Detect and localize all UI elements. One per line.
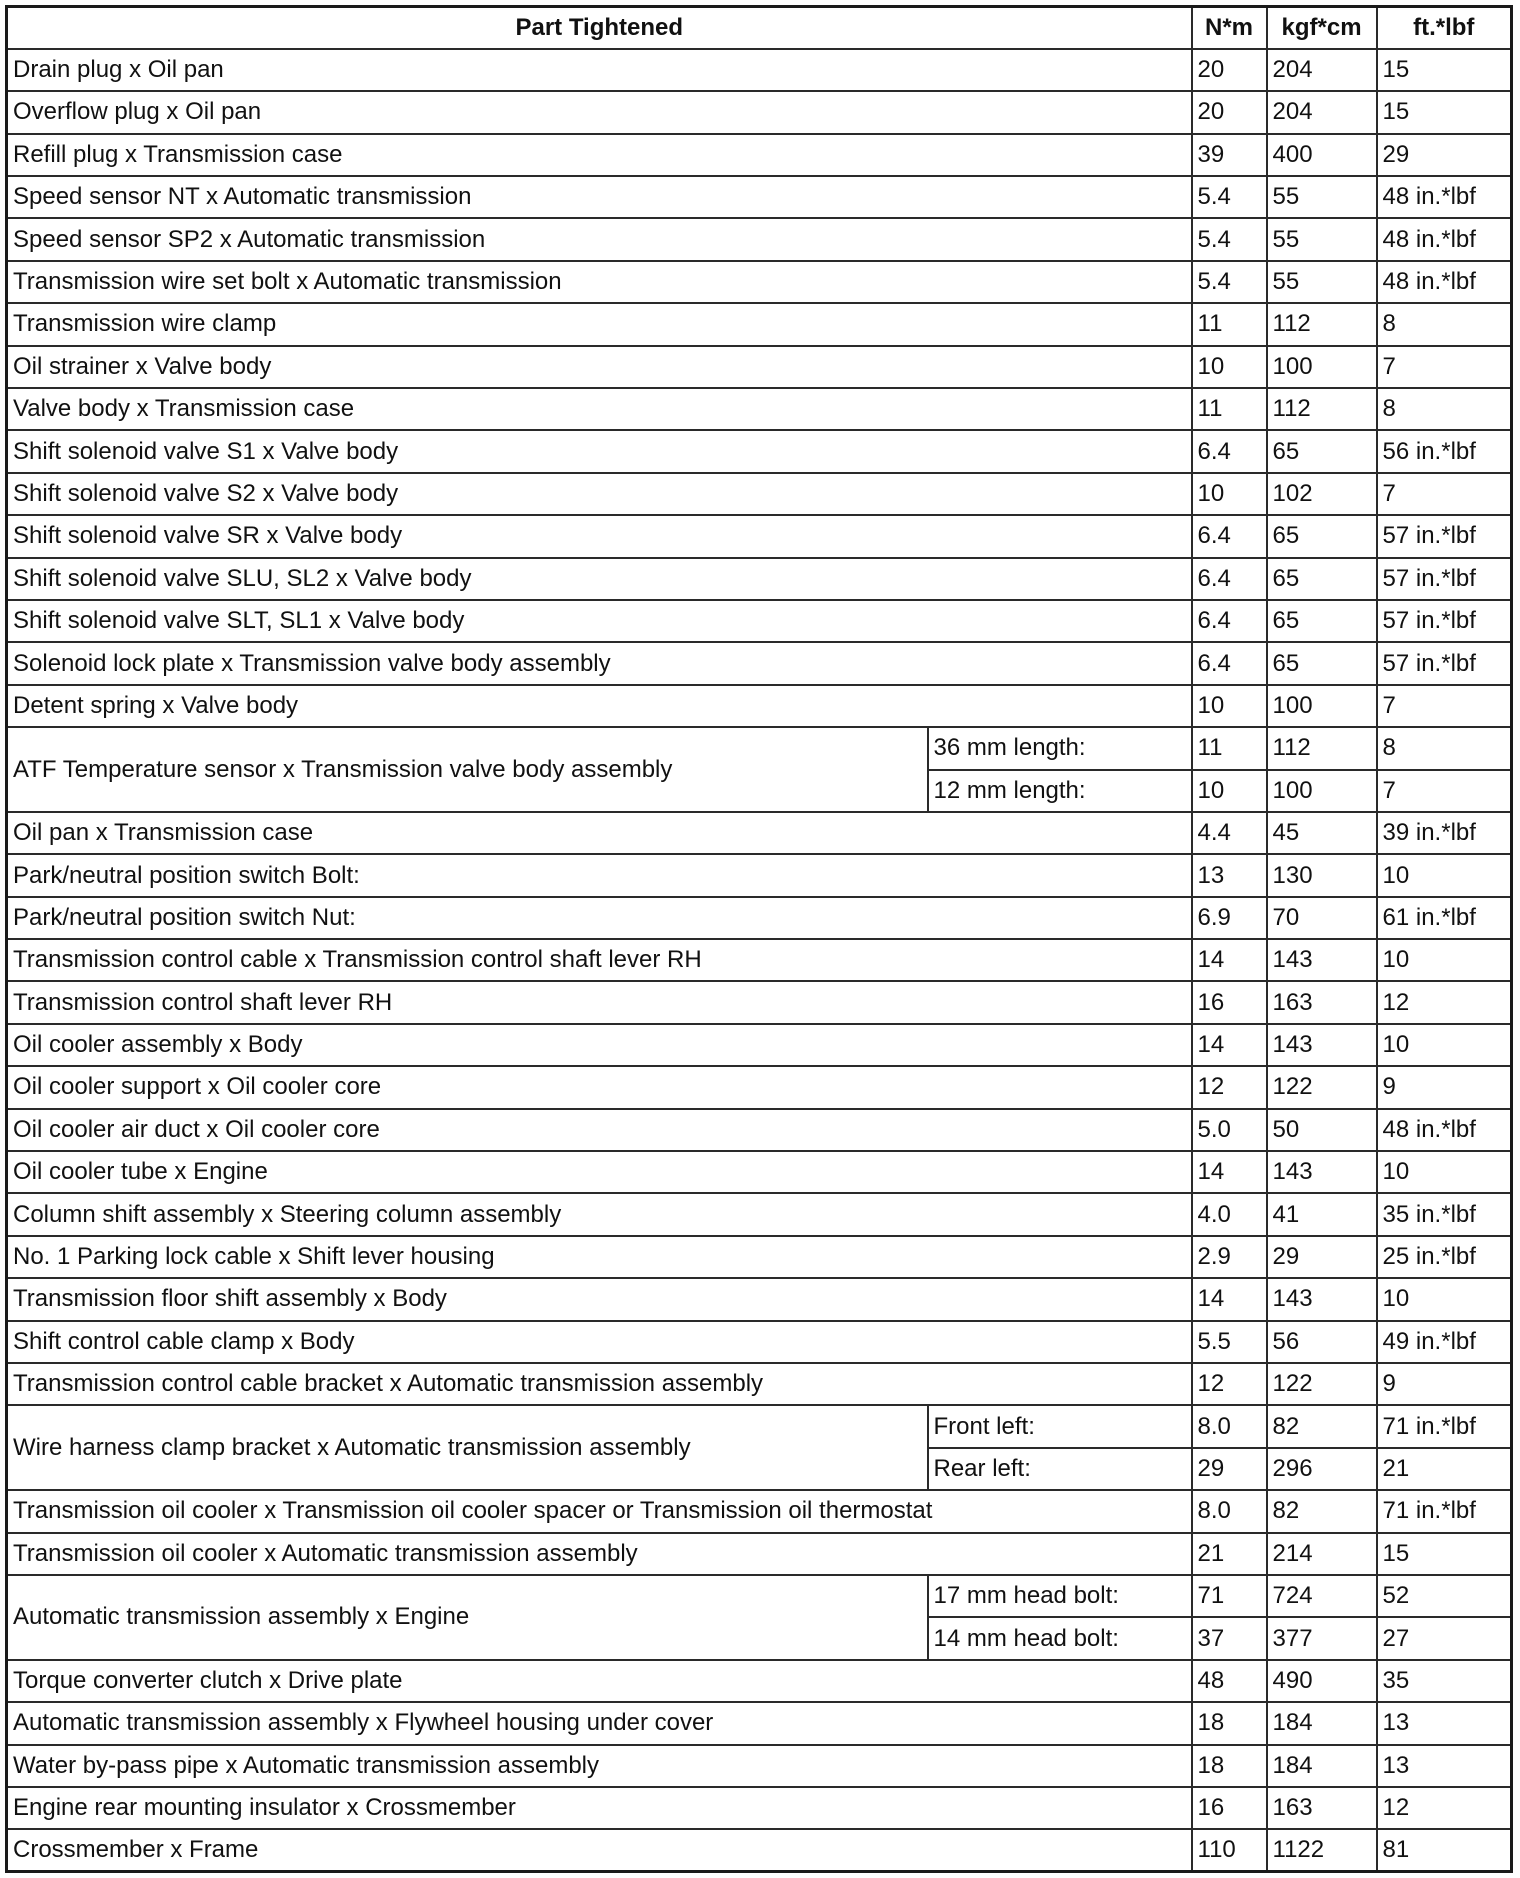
sub-condition-cell: Front left: xyxy=(928,1405,1192,1447)
kgfcm-cell: 143 xyxy=(1267,939,1377,981)
nm-cell: 8.0 xyxy=(1192,1405,1267,1447)
ftlbf-cell: 8 xyxy=(1377,303,1512,345)
part-name-cell: Transmission wire set bolt x Automatic transmission xyxy=(7,261,1192,303)
table-row xyxy=(7,1745,1512,1787)
part-name-cell: Shift solenoid valve SLU, SL2 x Valve body xyxy=(7,558,1192,600)
kgfcm-cell: 184 xyxy=(1267,1745,1377,1787)
kgfcm-cell: 55 xyxy=(1267,261,1377,303)
kgfcm-cell: 204 xyxy=(1267,49,1377,91)
table-row xyxy=(7,1575,1512,1617)
table-row xyxy=(7,812,1512,854)
table-row xyxy=(7,1109,1512,1151)
part-name-cell: Park/neutral position switch Bolt: xyxy=(7,854,1192,896)
part-name-cell: Wire harness clamp bracket x Automatic transmission assembly xyxy=(7,1405,928,1490)
kgfcm-cell: 55 xyxy=(1267,218,1377,260)
part-name-cell: Valve body x Transmission case xyxy=(7,388,1192,430)
ftlbf-cell: 9 xyxy=(1377,1066,1512,1108)
ftlbf-cell: 48 in.*lbf xyxy=(1377,218,1512,260)
part-name-cell: Oil cooler assembly x Body xyxy=(7,1024,1192,1066)
ftlbf-cell: 7 xyxy=(1377,473,1512,515)
part-name-cell: Speed sensor NT x Automatic transmission xyxy=(7,176,1192,218)
kgfcm-cell: 122 xyxy=(1267,1066,1377,1108)
ftlbf-cell: 9 xyxy=(1377,1363,1512,1405)
kgfcm-cell: 112 xyxy=(1267,303,1377,345)
part-name-cell: Detent spring x Valve body xyxy=(7,685,1192,727)
ftlbf-cell: 81 xyxy=(1377,1829,1512,1871)
table-row xyxy=(7,1490,1512,1532)
ftlbf-cell: 25 in.*lbf xyxy=(1377,1236,1512,1278)
kgfcm-cell: 102 xyxy=(1267,473,1377,515)
table-row xyxy=(7,558,1512,600)
part-name-cell: Shift solenoid valve SLT, SL1 x Valve body xyxy=(7,600,1192,642)
table-row xyxy=(7,346,1512,388)
part-name-cell: Shift solenoid valve S2 x Valve body xyxy=(7,473,1192,515)
sub-condition-cell: 17 mm head bolt: xyxy=(928,1575,1192,1617)
part-name-cell: Oil pan x Transmission case xyxy=(7,812,1192,854)
table-row xyxy=(7,854,1512,896)
ftlbf-cell: 57 in.*lbf xyxy=(1377,600,1512,642)
table-row xyxy=(7,430,1512,472)
ftlbf-cell: 7 xyxy=(1377,346,1512,388)
kgfcm-cell: 56 xyxy=(1267,1321,1377,1363)
nm-cell: 2.9 xyxy=(1192,1236,1267,1278)
kgfcm-cell: 214 xyxy=(1267,1533,1377,1575)
nm-cell: 12 xyxy=(1192,1066,1267,1108)
ftlbf-cell: 10 xyxy=(1377,1278,1512,1320)
ftlbf-cell: 29 xyxy=(1377,134,1512,176)
part-name-cell: Speed sensor SP2 x Automatic transmission xyxy=(7,218,1192,260)
ftlbf-cell: 35 xyxy=(1377,1660,1512,1702)
nm-cell: 16 xyxy=(1192,1787,1267,1829)
kgfcm-cell: 65 xyxy=(1267,515,1377,557)
kgfcm-cell: 1122 xyxy=(1267,1829,1377,1871)
nm-cell: 5.4 xyxy=(1192,218,1267,260)
nm-cell: 10 xyxy=(1192,770,1267,812)
table-row xyxy=(7,981,1512,1023)
nm-cell: 11 xyxy=(1192,727,1267,769)
table-row xyxy=(7,473,1512,515)
kgfcm-cell: 163 xyxy=(1267,1787,1377,1829)
nm-cell: 6.4 xyxy=(1192,558,1267,600)
part-name-cell: Oil cooler support x Oil cooler core xyxy=(7,1066,1192,1108)
ftlbf-cell: 15 xyxy=(1377,49,1512,91)
kgfcm-cell: 45 xyxy=(1267,812,1377,854)
kgfcm-cell: 65 xyxy=(1267,600,1377,642)
part-name-cell: Automatic transmission assembly x Engine xyxy=(7,1575,928,1660)
ftlbf-cell: 48 in.*lbf xyxy=(1377,176,1512,218)
table-row xyxy=(7,1193,1512,1235)
table-row xyxy=(7,388,1512,430)
ftlbf-cell: 15 xyxy=(1377,1533,1512,1575)
nm-cell: 14 xyxy=(1192,1151,1267,1193)
kgfcm-cell: 143 xyxy=(1267,1024,1377,1066)
part-name-cell: Column shift assembly x Steering column assembly xyxy=(7,1193,1192,1235)
sub-condition-cell: 14 mm head bolt: xyxy=(928,1617,1192,1659)
table-row xyxy=(7,1151,1512,1193)
ftlbf-cell: 39 in.*lbf xyxy=(1377,812,1512,854)
nm-cell: 6.9 xyxy=(1192,897,1267,939)
kgfcm-cell: 55 xyxy=(1267,176,1377,218)
ftlbf-cell: 8 xyxy=(1377,727,1512,769)
nm-cell: 6.4 xyxy=(1192,430,1267,472)
kgfcm-cell: 100 xyxy=(1267,770,1377,812)
kgfcm-cell: 490 xyxy=(1267,1660,1377,1702)
table-row xyxy=(7,515,1512,557)
kgfcm-cell: 29 xyxy=(1267,1236,1377,1278)
kgfcm-cell: 130 xyxy=(1267,854,1377,896)
ftlbf-cell: 7 xyxy=(1377,770,1512,812)
nm-cell: 10 xyxy=(1192,685,1267,727)
nm-cell: 5.4 xyxy=(1192,176,1267,218)
nm-cell: 14 xyxy=(1192,1278,1267,1320)
kgfcm-cell: 184 xyxy=(1267,1702,1377,1744)
ftlbf-cell: 10 xyxy=(1377,1024,1512,1066)
ftlbf-cell: 15 xyxy=(1377,91,1512,133)
nm-cell: 5.0 xyxy=(1192,1109,1267,1151)
kgfcm-cell: 143 xyxy=(1267,1151,1377,1193)
kgfcm-cell: 82 xyxy=(1267,1405,1377,1447)
part-name-cell: Transmission oil cooler x Automatic transmission assembly xyxy=(7,1533,1192,1575)
kgfcm-cell: 65 xyxy=(1267,642,1377,684)
part-name-cell: Water by-pass pipe x Automatic transmission assembly xyxy=(7,1745,1192,1787)
ftlbf-cell: 7 xyxy=(1377,685,1512,727)
kgfcm-cell: 400 xyxy=(1267,134,1377,176)
ftlbf-cell: 57 in.*lbf xyxy=(1377,515,1512,557)
part-name-cell: Solenoid lock plate x Transmission valve body assembly xyxy=(7,642,1192,684)
nm-cell: 14 xyxy=(1192,939,1267,981)
kgfcm-cell: 112 xyxy=(1267,727,1377,769)
nm-cell: 39 xyxy=(1192,134,1267,176)
ftlbf-cell: 48 in.*lbf xyxy=(1377,1109,1512,1151)
part-name-cell: Transmission oil cooler x Transmission oil cooler spacer or Transmission oil thermostat xyxy=(7,1490,1192,1532)
nm-cell: 6.4 xyxy=(1192,515,1267,557)
nm-cell: 4.0 xyxy=(1192,1193,1267,1235)
table-row xyxy=(7,1024,1512,1066)
part-name-cell: ATF Temperature sensor x Transmission valve body assembly xyxy=(7,727,928,812)
nm-cell: 48 xyxy=(1192,1660,1267,1702)
table-row xyxy=(7,685,1512,727)
nm-cell: 5.4 xyxy=(1192,261,1267,303)
part-name-cell: Transmission control cable x Transmission control shaft lever RH xyxy=(7,939,1192,981)
nm-cell: 6.4 xyxy=(1192,642,1267,684)
kgfcm-cell: 100 xyxy=(1267,346,1377,388)
nm-cell: 5.5 xyxy=(1192,1321,1267,1363)
part-name-cell: Refill plug x Transmission case xyxy=(7,134,1192,176)
table-row xyxy=(7,49,1512,91)
kgfcm-cell: 50 xyxy=(1267,1109,1377,1151)
header-kgfcm: kgf*cm xyxy=(1267,7,1377,49)
table-row xyxy=(7,1533,1512,1575)
part-name-cell: Overflow plug x Oil pan xyxy=(7,91,1192,133)
table-body xyxy=(7,49,1512,1872)
kgfcm-cell: 163 xyxy=(1267,981,1377,1023)
header-nm: N*m xyxy=(1192,7,1267,49)
kgfcm-cell: 82 xyxy=(1267,1490,1377,1532)
ftlbf-cell: 61 in.*lbf xyxy=(1377,897,1512,939)
nm-cell: 4.4 xyxy=(1192,812,1267,854)
part-name-cell: Oil cooler air duct x Oil cooler core xyxy=(7,1109,1192,1151)
header-ftlbf: ft.*lbf xyxy=(1377,7,1512,49)
part-name-cell: Transmission control cable bracket x Automatic transmission assembly xyxy=(7,1363,1192,1405)
sub-condition-cell: Rear left: xyxy=(928,1448,1192,1490)
part-name-cell: Oil strainer x Valve body xyxy=(7,346,1192,388)
table-row xyxy=(7,1787,1512,1829)
nm-cell: 12 xyxy=(1192,1363,1267,1405)
header-row xyxy=(7,7,1512,49)
part-name-cell: Shift control cable clamp x Body xyxy=(7,1321,1192,1363)
ftlbf-cell: 71 in.*lbf xyxy=(1377,1405,1512,1447)
torque-spec-table xyxy=(5,5,1513,1873)
ftlbf-cell: 35 in.*lbf xyxy=(1377,1193,1512,1235)
table-row xyxy=(7,1321,1512,1363)
part-name-cell: Transmission floor shift assembly x Body xyxy=(7,1278,1192,1320)
table-row xyxy=(7,261,1512,303)
part-name-cell: Oil cooler tube x Engine xyxy=(7,1151,1192,1193)
nm-cell: 20 xyxy=(1192,91,1267,133)
nm-cell: 71 xyxy=(1192,1575,1267,1617)
ftlbf-cell: 12 xyxy=(1377,1787,1512,1829)
ftlbf-cell: 57 in.*lbf xyxy=(1377,558,1512,600)
nm-cell: 10 xyxy=(1192,346,1267,388)
kgfcm-cell: 724 xyxy=(1267,1575,1377,1617)
nm-cell: 6.4 xyxy=(1192,600,1267,642)
kgfcm-cell: 296 xyxy=(1267,1448,1377,1490)
nm-cell: 13 xyxy=(1192,854,1267,896)
kgfcm-cell: 143 xyxy=(1267,1278,1377,1320)
kgfcm-cell: 377 xyxy=(1267,1617,1377,1659)
part-name-cell: Shift solenoid valve S1 x Valve body xyxy=(7,430,1192,472)
ftlbf-cell: 49 in.*lbf xyxy=(1377,1321,1512,1363)
nm-cell: 8.0 xyxy=(1192,1490,1267,1532)
kgfcm-cell: 204 xyxy=(1267,91,1377,133)
nm-cell: 20 xyxy=(1192,49,1267,91)
nm-cell: 29 xyxy=(1192,1448,1267,1490)
nm-cell: 16 xyxy=(1192,981,1267,1023)
table-row xyxy=(7,176,1512,218)
table-row xyxy=(7,1660,1512,1702)
table-row xyxy=(7,1702,1512,1744)
table-row xyxy=(7,727,1512,769)
kgfcm-cell: 112 xyxy=(1267,388,1377,430)
nm-cell: 18 xyxy=(1192,1702,1267,1744)
part-name-cell: No. 1 Parking lock cable x Shift lever housing xyxy=(7,1236,1192,1278)
table-row xyxy=(7,1066,1512,1108)
kgfcm-cell: 122 xyxy=(1267,1363,1377,1405)
part-name-cell: Automatic transmission assembly x Flywheel housing under cover xyxy=(7,1702,1192,1744)
kgfcm-cell: 65 xyxy=(1267,558,1377,600)
ftlbf-cell: 10 xyxy=(1377,854,1512,896)
nm-cell: 11 xyxy=(1192,303,1267,345)
table-row xyxy=(7,939,1512,981)
table-row xyxy=(7,91,1512,133)
kgfcm-cell: 41 xyxy=(1267,1193,1377,1235)
table-row xyxy=(7,1278,1512,1320)
table-row xyxy=(7,303,1512,345)
nm-cell: 18 xyxy=(1192,1745,1267,1787)
ftlbf-cell: 56 in.*lbf xyxy=(1377,430,1512,472)
table-row xyxy=(7,600,1512,642)
kgfcm-cell: 70 xyxy=(1267,897,1377,939)
sub-condition-cell: 36 mm length: xyxy=(928,727,1192,769)
ftlbf-cell: 8 xyxy=(1377,388,1512,430)
table-row xyxy=(7,1405,1512,1447)
table-row xyxy=(7,1363,1512,1405)
part-name-cell: Drain plug x Oil pan xyxy=(7,49,1192,91)
nm-cell: 11 xyxy=(1192,388,1267,430)
table-row xyxy=(7,1829,1512,1871)
part-name-cell: Transmission wire clamp xyxy=(7,303,1192,345)
ftlbf-cell: 13 xyxy=(1377,1745,1512,1787)
header-part-tightened: Part Tightened xyxy=(7,7,1192,49)
nm-cell: 110 xyxy=(1192,1829,1267,1871)
ftlbf-cell: 52 xyxy=(1377,1575,1512,1617)
ftlbf-cell: 48 in.*lbf xyxy=(1377,261,1512,303)
table-row xyxy=(7,218,1512,260)
ftlbf-cell: 21 xyxy=(1377,1448,1512,1490)
part-name-cell: Torque converter clutch x Drive plate xyxy=(7,1660,1192,1702)
table-row xyxy=(7,134,1512,176)
nm-cell: 21 xyxy=(1192,1533,1267,1575)
ftlbf-cell: 27 xyxy=(1377,1617,1512,1659)
nm-cell: 10 xyxy=(1192,473,1267,515)
ftlbf-cell: 10 xyxy=(1377,1151,1512,1193)
part-name-cell: Crossmember x Frame xyxy=(7,1829,1192,1871)
part-name-cell: Transmission control shaft lever RH xyxy=(7,981,1192,1023)
table-row xyxy=(7,642,1512,684)
table-row xyxy=(7,1236,1512,1278)
ftlbf-cell: 10 xyxy=(1377,939,1512,981)
part-name-cell: Engine rear mounting insulator x Crossmember xyxy=(7,1787,1192,1829)
sub-condition-cell: 12 mm length: xyxy=(928,770,1192,812)
nm-cell: 37 xyxy=(1192,1617,1267,1659)
nm-cell: 14 xyxy=(1192,1024,1267,1066)
ftlbf-cell: 71 in.*lbf xyxy=(1377,1490,1512,1532)
ftlbf-cell: 57 in.*lbf xyxy=(1377,642,1512,684)
table-row xyxy=(7,897,1512,939)
ftlbf-cell: 12 xyxy=(1377,981,1512,1023)
ftlbf-cell: 13 xyxy=(1377,1702,1512,1744)
part-name-cell: Shift solenoid valve SR x Valve body xyxy=(7,515,1192,557)
kgfcm-cell: 100 xyxy=(1267,685,1377,727)
kgfcm-cell: 65 xyxy=(1267,430,1377,472)
part-name-cell: Park/neutral position switch Nut: xyxy=(7,897,1192,939)
